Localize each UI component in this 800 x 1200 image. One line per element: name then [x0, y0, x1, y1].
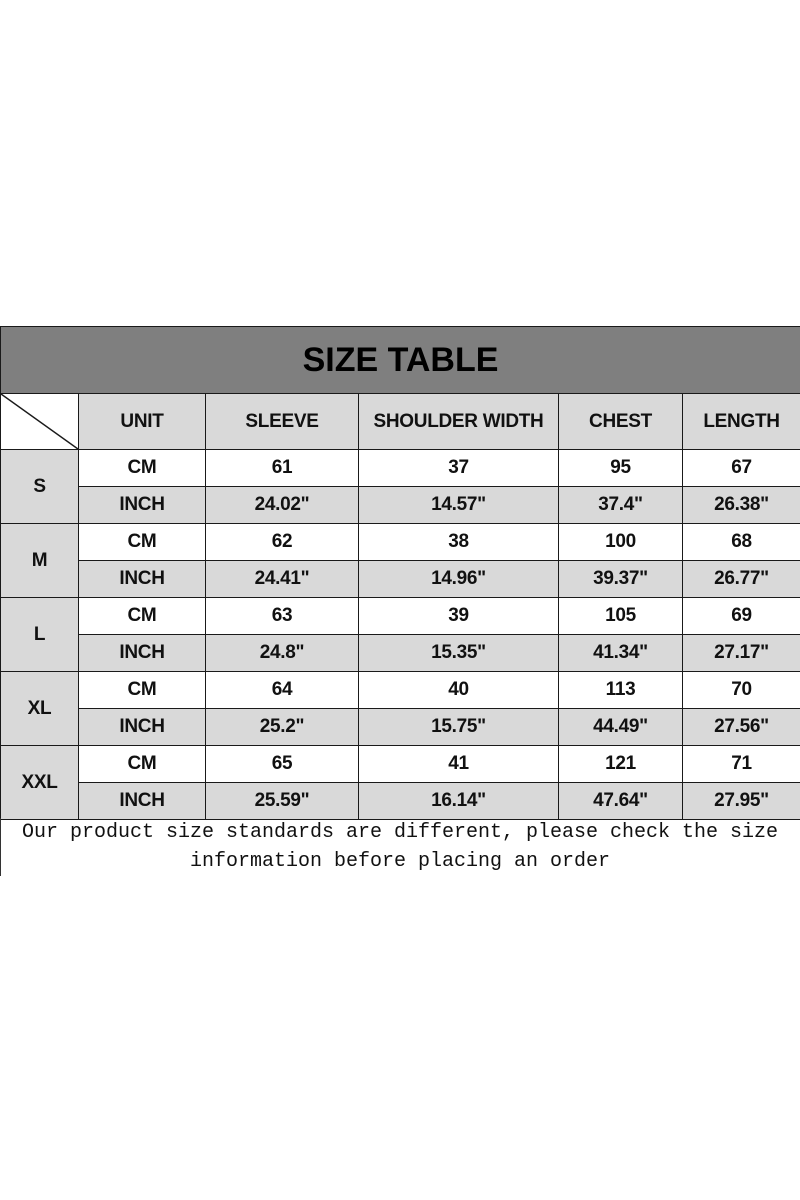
header-chest: CHEST: [559, 394, 683, 450]
size-label: M: [1, 524, 79, 598]
length-cell: 68: [683, 524, 800, 561]
length-cell: 71: [683, 746, 800, 783]
shoulder-width-cell: 38: [359, 524, 559, 561]
shoulder-width-cell: 14.57": [359, 487, 559, 524]
unit-cell: CM: [79, 450, 206, 487]
shoulder-width-cell: 15.75": [359, 709, 559, 746]
shoulder-width-cell: 15.35": [359, 635, 559, 672]
unit-cell: CM: [79, 524, 206, 561]
sleeve-cell: 25.59": [206, 783, 359, 820]
length-cell: 26.77": [683, 561, 800, 598]
size-note-line-1: Our product size standards are different, please check the size: [21, 821, 779, 844]
header-unit: UNIT: [79, 394, 206, 450]
unit-cell: INCH: [79, 635, 206, 672]
size-label: L: [1, 598, 79, 672]
table-row: [1, 487, 800, 524]
length-cell: 26.38": [683, 487, 800, 524]
sleeve-cell: 63: [206, 598, 359, 635]
table-row: [1, 746, 800, 783]
chest-cell: 113: [559, 672, 683, 709]
sleeve-cell: 24.8": [206, 635, 359, 672]
chest-cell: 44.49": [559, 709, 683, 746]
length-cell: 69: [683, 598, 800, 635]
table-row: [1, 598, 800, 635]
sleeve-cell: 24.41": [206, 561, 359, 598]
size-note-line-2: information before placing an order: [189, 850, 611, 873]
sleeve-cell: 65: [206, 746, 359, 783]
table-row: [1, 783, 800, 820]
unit-cell: INCH: [79, 709, 206, 746]
corner-diagonal-cell: [1, 394, 79, 450]
length-cell: 67: [683, 450, 800, 487]
sleeve-cell: 62: [206, 524, 359, 561]
chest-cell: 41.34": [559, 635, 683, 672]
shoulder-width-cell: 40: [359, 672, 559, 709]
shoulder-width-cell: 16.14": [359, 783, 559, 820]
sleeve-cell: 64: [206, 672, 359, 709]
header-sleeve: SLEEVE: [206, 394, 359, 450]
table-row: [1, 635, 800, 672]
chest-cell: 47.64": [559, 783, 683, 820]
unit-cell: CM: [79, 746, 206, 783]
chest-cell: 105: [559, 598, 683, 635]
size-table: [0, 326, 800, 820]
table-row: [1, 561, 800, 598]
chest-cell: 37.4": [559, 487, 683, 524]
header-length: LENGTH: [683, 394, 800, 450]
sleeve-cell: 24.02": [206, 487, 359, 524]
length-cell: 70: [683, 672, 800, 709]
shoulder-width-cell: 37: [359, 450, 559, 487]
table-row: [1, 524, 800, 561]
table-title: SIZE TABLE: [1, 327, 800, 394]
length-cell: 27.17": [683, 635, 800, 672]
unit-cell: INCH: [79, 783, 206, 820]
length-cell: 27.95": [683, 783, 800, 820]
chest-cell: 95: [559, 450, 683, 487]
diagonal-line-icon: [1, 394, 78, 449]
unit-cell: CM: [79, 672, 206, 709]
chest-cell: 39.37": [559, 561, 683, 598]
shoulder-width-cell: 39: [359, 598, 559, 635]
unit-cell: INCH: [79, 561, 206, 598]
header-row: [1, 394, 800, 450]
chest-cell: 100: [559, 524, 683, 561]
length-cell: 27.56": [683, 709, 800, 746]
shoulder-width-cell: 41: [359, 746, 559, 783]
unit-cell: CM: [79, 598, 206, 635]
unit-cell: INCH: [79, 487, 206, 524]
shoulder-width-cell: 14.96": [359, 561, 559, 598]
header-shoulder-width: SHOULDER WIDTH: [359, 394, 559, 450]
size-label: S: [1, 450, 79, 524]
size-label: XXL: [1, 746, 79, 820]
sleeve-cell: 25.2": [206, 709, 359, 746]
size-note: [0, 818, 800, 876]
size-label: XL: [1, 672, 79, 746]
table-row: [1, 450, 800, 487]
sleeve-cell: 61: [206, 450, 359, 487]
table-row: [1, 672, 800, 709]
chest-cell: 121: [559, 746, 683, 783]
table-row: [1, 709, 800, 746]
